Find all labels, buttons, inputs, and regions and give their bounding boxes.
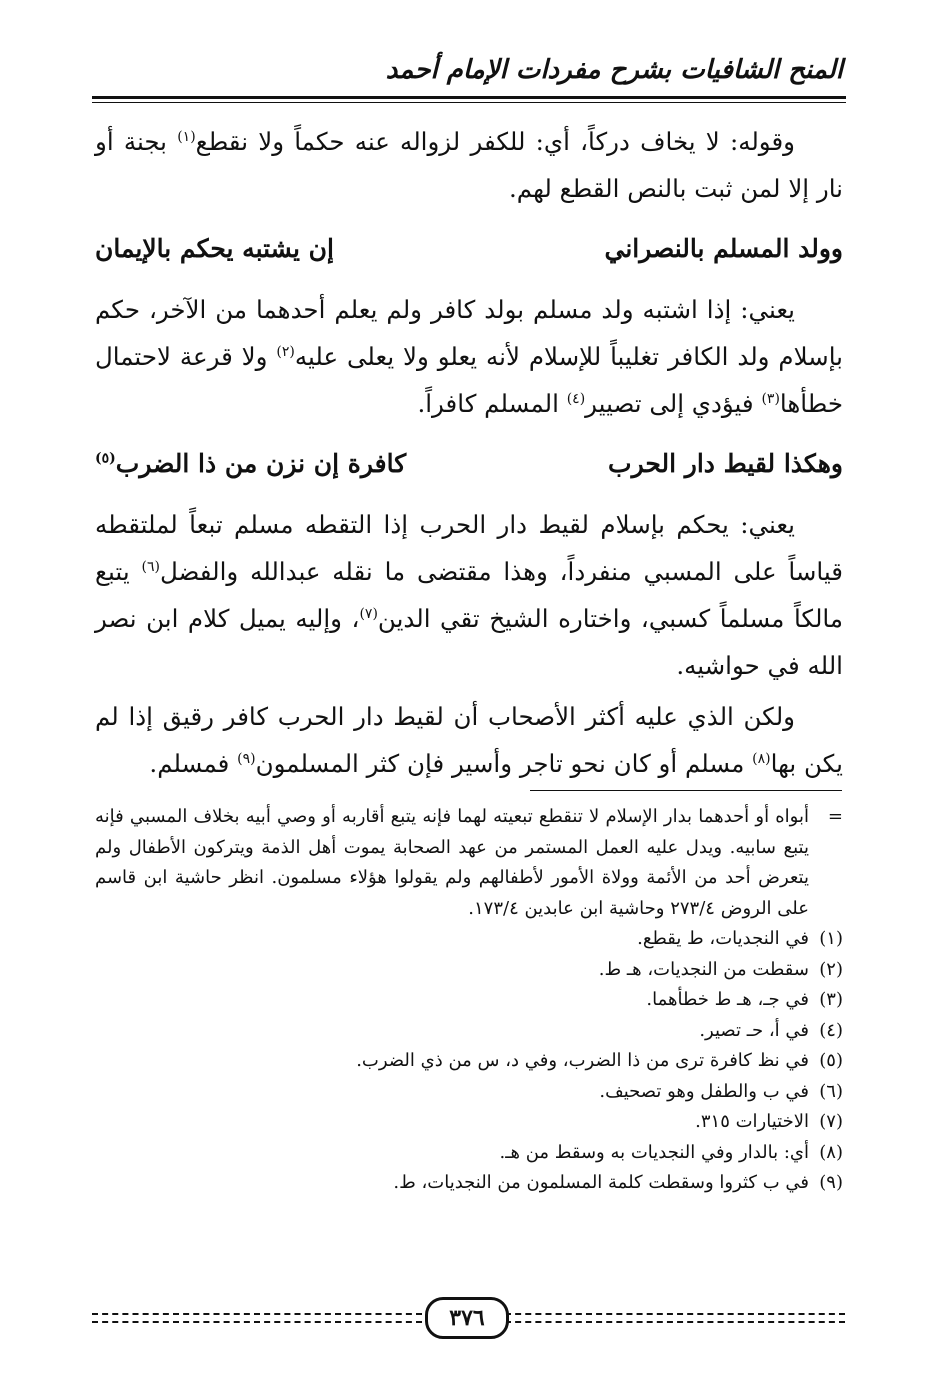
footnote-number: (٢): [819, 958, 843, 980]
footnote-2: [95, 955, 843, 986]
footnote-ref-1: (١): [177, 128, 196, 145]
footnote-6: [95, 1077, 843, 1108]
footnote-ref-9: (٩): [237, 750, 256, 767]
footnote-number: (٩): [819, 1172, 843, 1193]
paragraph-3: يعني: يحكم بإسلام لقيط دار الحرب إذا التقطه مسلم تبعاً لملتقطه قياساً على المسبي منفرداً، وهذا مقتضى ما نقله عبدالله والفضل$^{(٦)}$ يتبع مالكاً مسلماً كسبي، واختاره الشيخ تقي الدين$^{(٧)}$، وإليه يميل كلام ابن نصر الله في حواشيه.: [95, 510, 844, 680]
footnote-text: سقطت من النجديات، هـ ط.: [598, 958, 809, 980]
footnote-5: [95, 1046, 843, 1077]
footnote-number: (٥): [819, 1050, 843, 1071]
footnote-text: في جـ، هـ ط خطأهما.: [646, 989, 809, 1010]
footnote-ref-4: (٤): [566, 390, 586, 407]
footnote-text: في نظ كافرة ترى من ذا الضرب، وفي د، س من ذي الضرب.: [356, 1050, 809, 1071]
footnote-ref-7: (٧): [359, 605, 378, 622]
paragraph-4: ولكن الذي عليه أكثر الأصحاب أن لقيط دار الحرب كافر رقيق إذا لم يكن بها$^{(٨)}$ مسلم أو كان نحو تاجر وأسير فإن كثر المسلمون$^{(٩)}$ فمسلم.: [95, 702, 843, 778]
footnote-text: الاختيارات ٣١٥.: [695, 1111, 809, 1132]
footnote-7: [95, 1107, 843, 1138]
verse-1: [95, 220, 843, 278]
footnote-number: (٨): [819, 1141, 843, 1163]
page-number: ٣٧٦: [425, 1297, 509, 1339]
footnote-text: في النجديات، ط يقطع.: [637, 928, 809, 949]
verse-2-first-hemistich: وهكذا لقيط دار الحرب: [608, 449, 843, 478]
continuation-mark: =: [827, 806, 843, 827]
footnote-number: (٧): [819, 1111, 843, 1132]
footnote-text: في ب كثروا وسقطت كلمة المسلمون من النجديات، ط.: [393, 1172, 809, 1193]
paragraph-2: يعني: إذا اشتبه ولد مسلم بولد كافر ولم يعلم أحدهما من الآخر، حكم بإسلام ولد الكافر تغليباً للإسلام لأنه يعلو ولا يعلى عليه$^{(٢)}$ ولا قرعة لاحتمال خطأها$^{(٣)}$ فيؤدي إلى تصيير$^{(٤)}$ المسلم كافراً.: [95, 295, 843, 418]
footnote-1: [95, 924, 843, 955]
footnote-text: أي: بالدار وفي النجديات به وسقط من هـ.: [499, 1141, 809, 1163]
footnote-number: (٤): [819, 1019, 843, 1041]
paragraph-1: وقوله: لا يخاف دركاً، أي: للكفر لزواله عنه حكماً ولا نقطع$^{(١)}$ بجنة أو نار إلا لمن ثبت بالنص القطع لهم.: [95, 127, 843, 203]
footer-dashed-line-left: [92, 1313, 422, 1315]
footnote-ref-6: (٦): [141, 558, 160, 575]
footnotes: [95, 802, 843, 1199]
footnote-ref-3: (٣): [761, 390, 780, 407]
footnote-4: [95, 1016, 843, 1047]
main-text: [95, 118, 843, 787]
footer-dashed-line-right-2: [505, 1321, 845, 1323]
footnote-number: (٦): [819, 1080, 843, 1102]
footnote-separator: [530, 790, 842, 791]
verse-1-first-hemistich: وولد المسلم بالنصراني: [604, 234, 843, 263]
header-rule-thin: [92, 102, 846, 103]
verse-1-second-hemistich: إن يشتبه يحكم بالإيمان: [95, 234, 334, 263]
running-header: المنح الشافيات بشرح مفردات الإمام أحمد: [385, 55, 843, 85]
footnote-ref-5: (٥): [95, 450, 116, 467]
footnote-text: في ب والطفل وهو تصحيف.: [599, 1080, 809, 1102]
verse-2-second-hemistich: كافرة إن نزن من ذا الضرب$^{(٥)}$: [95, 449, 407, 478]
footnote-continuation: [95, 802, 843, 924]
footer-dashed-line-right: [505, 1313, 845, 1315]
footnote-ref-8: (٨): [752, 750, 771, 767]
footnote-number: (٣): [819, 989, 843, 1010]
verse-2: [95, 435, 843, 493]
footer-dashed-line-left-2: [92, 1321, 422, 1323]
header-rule-thick: [92, 96, 846, 99]
footnote-ref-2: (٢): [276, 343, 295, 360]
footnote-8: [95, 1138, 843, 1169]
continuation-text: أبواه أو أحدهما بدار الإسلام لا تنقطع تبعيته لهما فإنه يتبع أقاربه أو وصي أبيه بخلاف المسبي فإنه يتبع سابيه. ويدل عليه العمل المستمر من عهد الصحابة يموت أهل الذمة ويتركون الأطفال ولم يتعرض أحد من الأئمة وولاة الأمور لأطفالهم ولم يقولوا هؤلاء مسلمون. انظر حاشية ابن قاسم على الروض ٢٧٣/٤ وحاشية ابن عابدين ١٧٣/٤.: [95, 806, 809, 919]
footnote-3: [95, 985, 843, 1016]
footnote-text: في أ، حـ تصير.: [699, 1019, 809, 1041]
footnote-9: [95, 1168, 843, 1199]
footnote-number: (١): [819, 928, 843, 949]
